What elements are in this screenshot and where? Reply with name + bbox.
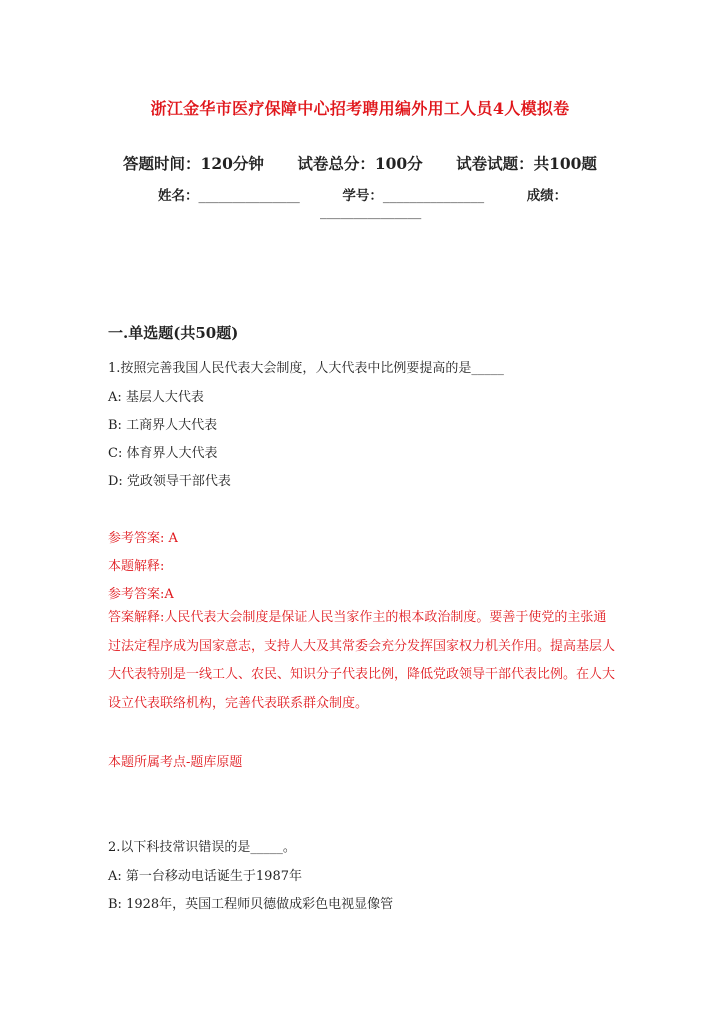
- answer-reference-2: 参考答案:A: [108, 587, 174, 602]
- name-blank: _______________: [198, 188, 300, 204]
- score-label: 成绩：: [526, 188, 568, 204]
- student-fields: [158, 184, 567, 204]
- option-a: A: 基层人大代表: [108, 390, 204, 405]
- option-b: B: 1928年，英国工程师贝德做成彩色电视显像管: [108, 897, 394, 912]
- section-title: 一.单选题(共50题): [108, 324, 239, 342]
- name-label: 姓名：: [158, 188, 199, 204]
- exam-time: 答题时间：120分钟: [123, 154, 264, 173]
- exam-total-score: 试卷总分：100分: [297, 154, 423, 173]
- document-title: 浙江金华市医疗保障中心招考聘用编外用工人员4人模拟卷: [150, 99, 570, 118]
- answer-explanation: 答案解释:人民代表大会制度是保证人民当家作主的根本政治制度。要善于使党的主张通过法定程序成为国家意志，支持人大及其常委会充分发挥国家权力机关作用。提高基层人大代表特别是一线工人、农民、知识分子代表比例，降低党政领导干部代表比例。在人大设立代表联络机构，完善代表联系群众制度。: [108, 610, 616, 711]
- question-stem: 1.按照完善我国人民代表大会制度，人大代表中比例要提高的是_____: [108, 361, 504, 376]
- option-d: D: 党政领导干部代表: [108, 474, 231, 489]
- exam-info: [0, 152, 720, 174]
- knowledge-point: 本题所属考点-题库原题: [108, 755, 243, 770]
- option-a: A: 第一台移动电话诞生于1987年: [108, 869, 302, 884]
- answer-reference: 参考答案: A: [108, 531, 178, 546]
- id-label: 学号：: [342, 188, 383, 204]
- option-c: C: 体育界人大代表: [108, 446, 218, 461]
- option-b: B: 工商界人大代表: [108, 418, 218, 433]
- question-stem: 2.以下科技常识错误的是_____。: [108, 840, 296, 855]
- score-blank: _______________: [320, 204, 422, 220]
- id-blank: _______________: [382, 188, 485, 204]
- explanation-label: 本题解释:: [108, 559, 165, 574]
- exam-total-questions: 试卷试题：共100题: [456, 154, 597, 173]
